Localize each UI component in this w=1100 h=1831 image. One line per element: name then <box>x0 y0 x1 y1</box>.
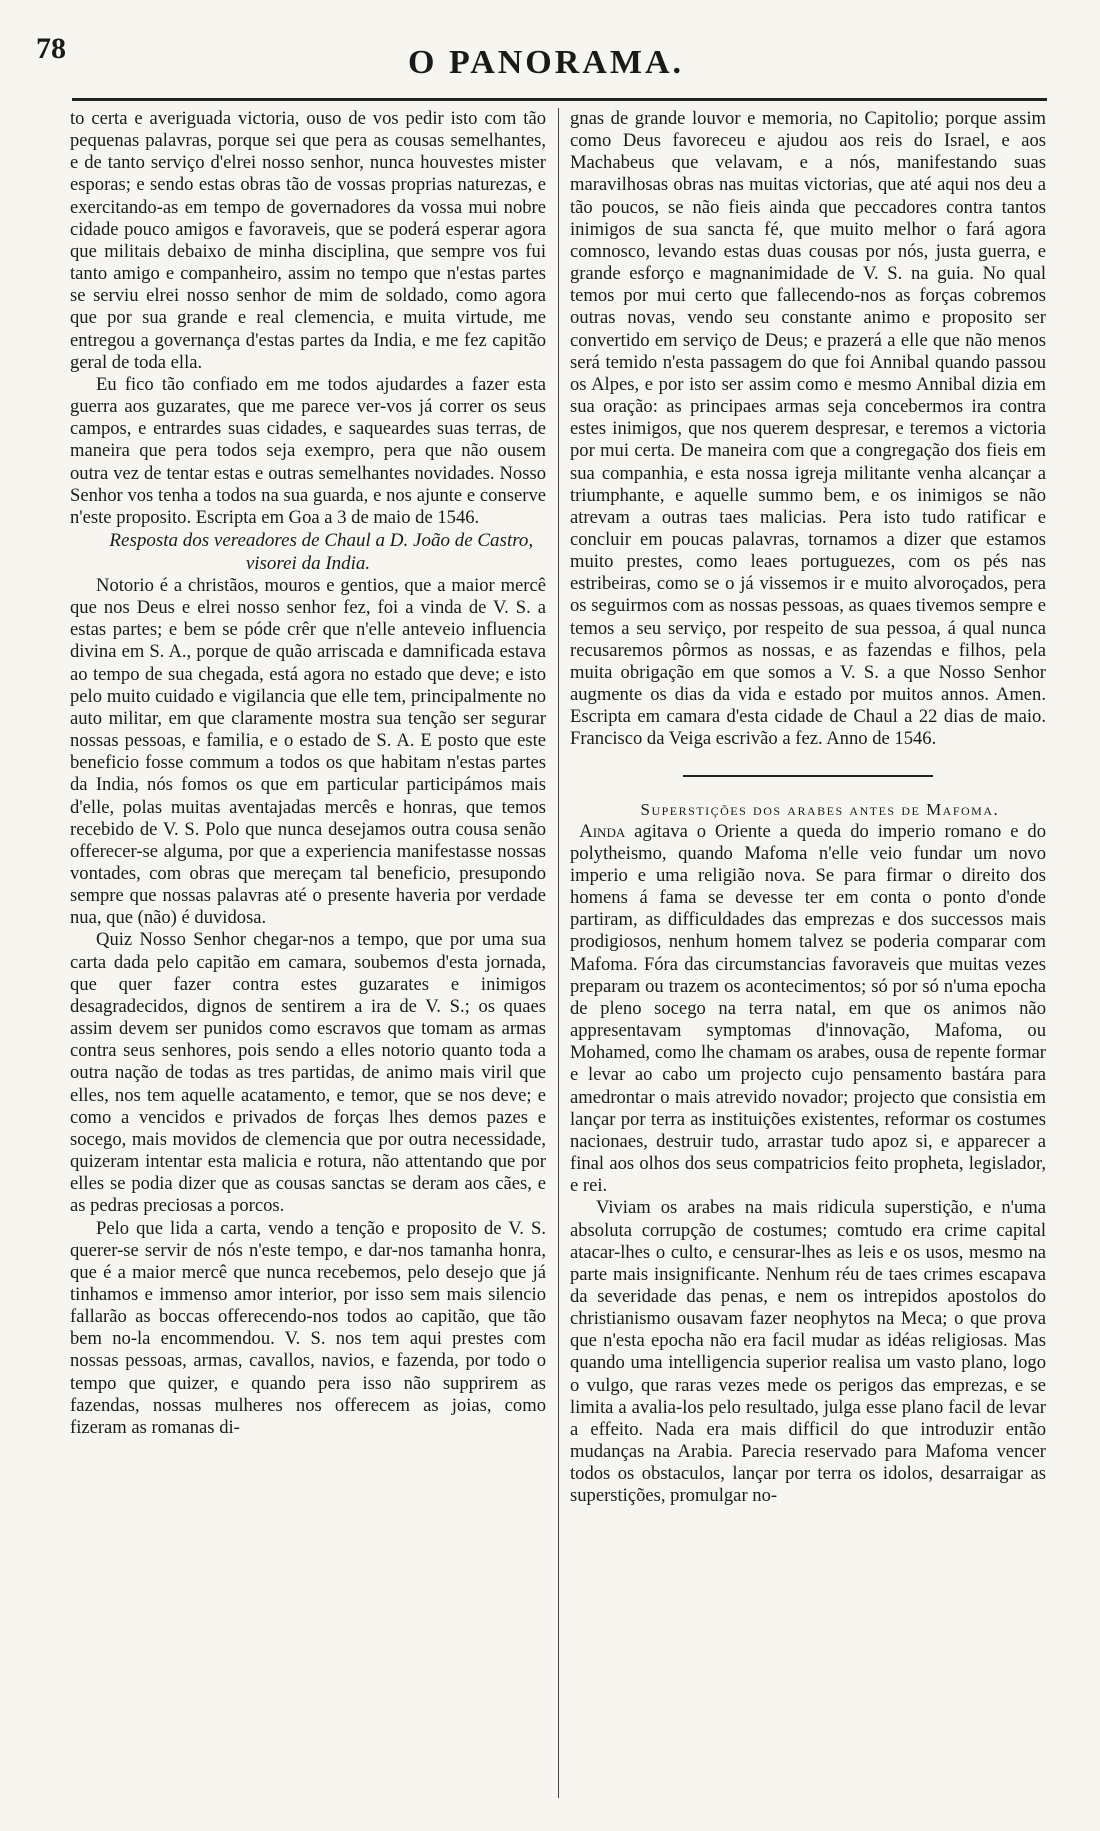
paragraph-text: agitava o Oriente a queda do imperio romano e do polytheismo, quando Mafoma n'elle veio fundar um novo imperio e uma religião nova. Se para firmar o direito dos homens á fama se devesse ter em conta o ponto d'onde partiram, as difficuldades das emprezas e dos successos mais prodigiosos, nenhum homem talvez se poderia comparar com Mafoma. Fóra das circumstancias favoraveis que muitas vezes preparam ou trazem os acontecimentos; só por só n'uma epocha de pleno socego na terra natal, em que os animos não appresentavam symptomas d'innovação, Mafoma, ou Mohamed, como lhe chamam os arabes, ousa de repente formar e levar ao cabo um projecto cujo pensamento bastára para amedrontar o mais atrevido novador; projecto que consistia em lançar por terra as instituições existentes, reformar os costumes nacionaes, destruir tudo, arrastar tudo apoz si, e apparecer a final aos olhos dos seus compatricios feito propheta, legislador, e rei. <box>570 820 1046 1197</box>
paragraph: Notorio é a christãos, mouros e gentios, que a maior mercê que nos Deus e elrei nosso senhor fez, foi a vinda de V. S. a estas partes; e bem se póde crêr que n'elle anteveio influencia divina em S. A., porque de quão arriscada e damnificada estava ao tempo de sua chegada, está agora no estado que deve; e isto pelo muito cuidado e vigilancia que elle tem, principalmente no auto militar, em que claramente mostra sua tenção ser segurar nossas pessoas, e familia, e o estado de S. A. E posto que este beneficio fosse commum a todos os que habitam n'estas partes da India, nós fomos os que em particular participámos mais d'elle, polas muitas aventajadas mercês e honras, que temos recebido de V. S. Polo que nunca desejamos outra cousa senão offerecer-se alguma, por que a experiencia manifestasse nossas vontades, com obras que mereçam tal beneficio, presupondo sempre que nossas palavras até o presente haveria por verdade nua, que (não) é duvidosa. <box>70 574 546 929</box>
header-rule <box>72 98 1047 101</box>
paragraph: Viviam os arabes na mais ridicula superstição, e n'uma absoluta corrupção de costumes; comtudo era crime capital atacar-lhes o culto, e censurar-lhes as leis e os usos, mesmo na parte mais insignificante. Nenhum réu de taes crimes escapava da severidade das penas, e nem os intrepidos apostolos do christianismo ousavam fazer neophytos na Meca; o que prova que n'esta epocha não era facil mudar as idéas religiosas. Mas quando uma intelligencia superior realisa um vasto plano, logo o vulgo, que raras vezes mede os perigos das emprezas, e se limita a avalia-los pelo resultado, julga esse plano facil de levar a effeito. Nada era mais difficil do que introduzir então mudanças na Arabia. Parecia reservado para Mafoma vencer todos os obstaculos, lançar por terra os idolos, desarraigar as superstições, promulgar no- <box>570 1197 1046 1507</box>
paragraph: Quiz Nosso Senhor chegar-nos a tempo, que por uma sua carta dada pelo capitão em camara, soubemos d'esta jornada, que quer fazer contra estes guzarates e inimigos desagradecidos, dignos de sentirem a ira de V. S.; os quaes assim devem ser punidos como escravos que tomam as armas contra seus senhores, pois sendo a elles notorio quanto toda a outra nação de todas as tres partidas, de animo mais viril que elles, nos tem aquelle acatamento, e temor, que se nos deve; e como a vencidos e privados de forças lhes demos pazes e socego, mais movidos de clemencia que por outra necessidade, quizeram intentar esta malicia e rotura, não attentando que por elles se podia dizer que as cousas sanctas se deram aos cães, e as pedras preciosas a porcos. <box>70 929 546 1217</box>
paragraph: to certa e averiguada victoria, ouso de vos pedir isto com tão pequenas palavras, porque sei que pera as cousas semelhantes, e de tanto serviço d'elrei nosso senhor, nunca houvestes mister esporas; e sendo estas obras tão de vossas proprias naturezas, e exercitando-as em tempo de governadores da vossa mui nobre cidade pouco amigos e favoraveis, que se poderá esperar agora que militais debaixo de minha disciplina, que sempre vos fui tanto amigo e companheiro, assim no tempo que n'estas partes se serviu elrei nosso senhor de mim de soldado, como agora que por sua grande e real clemencia, e muita virtude, me entregou a governança d'estas partes da India, e me fez capitão geral de toda ella. <box>70 108 546 373</box>
paragraph <box>570 821 1046 1198</box>
page-header <box>36 30 1056 86</box>
paragraph: Eu fico tão confiado em me todos ajudardes a fazer esta guerra aos guzarates, que me parece ver-vos já correr os seus campos, e entrardes suas cidades, e saqueardes suas terras, de maneira que pera todos seja exempro, pera que não ousem outra vez de tentar estas e outras semelhantes novidades. Nosso Senhor vos tenha a todos na sua guarda, e nos ajunte e conserve n'este proposito. Escripta em Goa a 3 de maio de 1546. <box>70 373 546 528</box>
article-heading: Resposta dos vereadores de Chaul a D. João de Castro, visorei da India. <box>109 529 534 574</box>
left-column <box>70 108 546 1439</box>
page-number: 78 <box>36 32 66 65</box>
column-divider <box>558 108 559 1798</box>
paragraph: gnas de grande louvor e memoria, no Capitolio; porque assim como Deus favoreceu e ajudou aos reis do Israel, e aos Machabeus que velavam, e a nós, manifestando suas maravilhosas obras nas muitas victorias, que até aqui nos deu a tão poucos, se não fieis ainda que peccadores contra tantos inimigos de sua sancta fé, que muito melhor o fará agora comnosco, levando estas duas cousas por nós, justa guerra, e grande esforço e magnanimidade de V. S. na guia. No qual temos por mui certo que fallecendo-nos as forças cobremos outras novas, vendo seu constante animo e proposito ser convertido em serviço de Deus; e prazerá a elle que não menos será temido n'esta passagem do que foi Annibal quando passou os Alpes, e por isto ser assim como e mesmo Annibal dizia em sua oração: as principaes armas seja concebermos ira contra estes inimigos, que nos querem despresar, e teremos a victoria por mui certa. De maneira com que a congregação dos fieis em sua companhia, e esta nossa igreja militante venha alcançar a triumphante, e aquelle summo bem, e os inimigos se não atrevam a outras taes malicias. Pera isto tudo ratificar e concluir em poucas palavras, tornamos a dizer que estamos muito prestes, como leaes portuguezes, com os pés nas estribeiras, como se o já vissemos ir e muito alvoroçados, pera os seguirmos com as nossas pessoas, as quaes tivemos sempre e temos a seu serviço, por respeito de sua pessoa, á qual nunca recusaremos pôrmos as nossas, e as fazendas e filhos, pela muita obrigação em que somos a V. S. a que Nosso Senhor augmente os dias da vida e estado por muitos annos. Amen. Escripta em camara d'esta cidade de Chaul a 22 dias de maio. Francisco da Veiga escrivão a fez. Anno de 1546. <box>570 108 1046 750</box>
right-column <box>570 108 1046 1508</box>
running-title: O PANORAMA. <box>408 44 684 81</box>
section-rule <box>683 775 933 777</box>
article-heading: Superstições dos arabes antes de Mafoma. <box>640 799 1000 819</box>
dropcap-word: Ainda <box>579 820 626 842</box>
paragraph: Pelo que lida a carta, vendo a tenção e proposito de V. S. querer-se servir de nós n'este tempo, e dar-nos tamanha honra, que é a maior mercê que nunca recebemos, pelo desejo que já tinhamos e immenso amor interior, por isso sem mais silencio fallarão as boccas offerecendo-nos todos ao capitão, que tão bem no-la encommendou. V. S. nos tem aqui prestes com nossas pessoas, armas, cavallos, navios, e fazenda, por todo o tempo que quizer, e quando pera isso não supprirem as fazendas, nossas mulheres nos offerecem as joias, como fizeram as romanas di- <box>70 1217 546 1438</box>
